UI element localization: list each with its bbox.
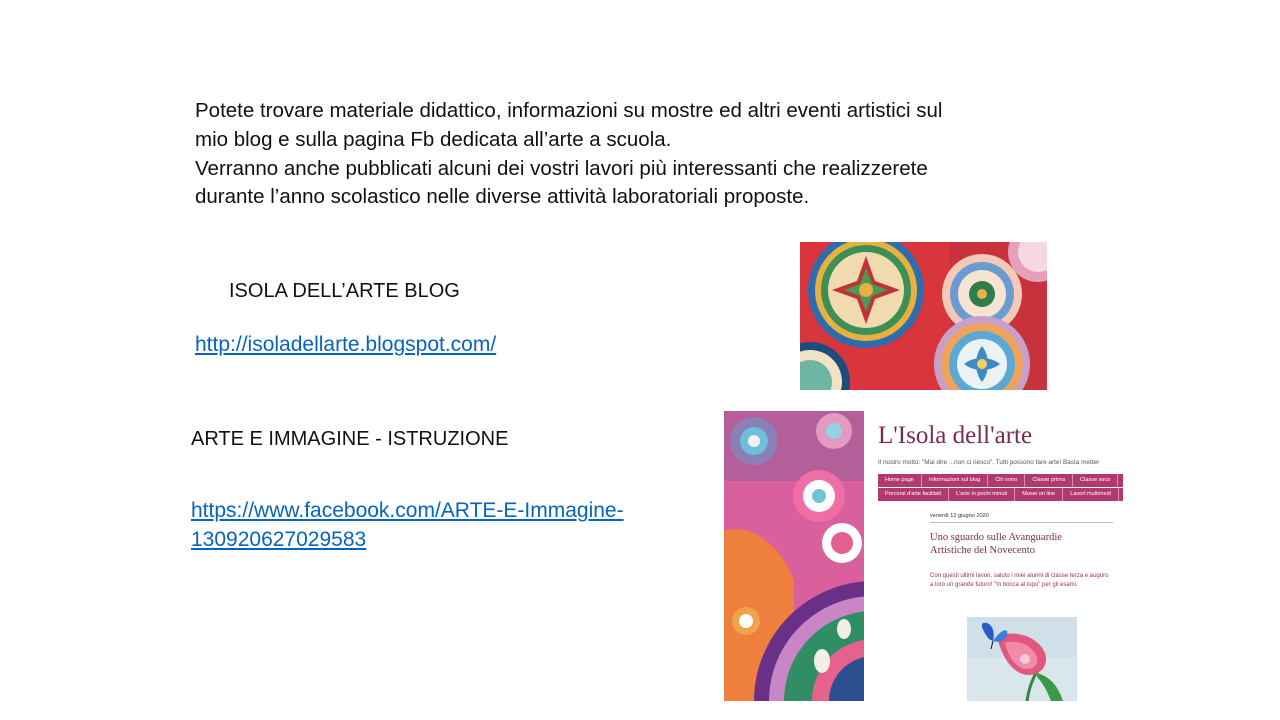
post-text-line: Con questi ultimi lavori, saluto i miei alunni di classe terza e auguro — [930, 573, 1109, 579]
nav-tab-art-paths: Percorsi d'arte facilitati — [878, 488, 949, 501]
intro-line: mio blog e sulla pagina Fb dedicata all’arte a scuola. — [195, 127, 672, 151]
nav-tab-home: Home page — [878, 474, 922, 487]
blog-screenshot-nav — [878, 474, 1123, 502]
facebook-link-line: https://www.facebook.com/ARTE-E-Immagine- — [191, 499, 624, 522]
blog-screenshot-title: L'Isola dell'arte — [878, 422, 1033, 449]
nav-tab-art-minutes: L'arte in pochi minuti — [949, 488, 1015, 501]
facebook-link[interactable] — [191, 496, 671, 554]
intro-line: Verranno anche pubblicati alcuni dei vostri lavori più interessanti che realizzerete — [195, 156, 928, 180]
post-title-line: Uno sguardo sulle Avanguardie — [930, 532, 1062, 543]
facebook-heading: ARTE E IMMAGINE - ISTRUZIONE — [191, 428, 509, 450]
intro-line: Potete trovare materiale didattico, informazioni su mostre ed altri eventi artistici sul — [195, 99, 943, 122]
nav-tab-info: Informazioni sul blog — [922, 474, 988, 487]
painting-photo — [724, 411, 864, 701]
blog-screenshot-nav-row — [878, 474, 1123, 487]
intro-line: durante l’anno scolastico nelle diverse attività laboratoriali proposte. — [195, 185, 810, 209]
flower-butterfly-image — [967, 617, 1077, 701]
intro-paragraph — [195, 97, 1035, 212]
blog-link[interactable]: http://isoladellarte.blogspot.com/ — [195, 333, 497, 356]
mandala-painting-photo — [800, 242, 1047, 390]
blog-screenshot-post-title — [930, 531, 1115, 557]
nav-tab-museums: Musei on line — [1015, 488, 1063, 501]
nav-tab-first-class: Classe prima — [1025, 474, 1073, 487]
facebook-link-line: 130920627029583 — [191, 528, 367, 551]
post-text-line: a loro un grande futuro! "In bocca al lupo" per gli esami. — [930, 581, 1078, 588]
blog-screenshot-post-text — [930, 572, 1120, 589]
blog-screenshot-date: venerdì 12 giugno 2020 — [930, 513, 989, 519]
divider — [930, 522, 1113, 523]
blog-page-screenshot — [864, 411, 1123, 701]
blog-screenshot-nav-row — [878, 488, 1123, 501]
nav-tab-second-class: Classe seco — [1073, 474, 1118, 487]
nav-tab-about: Chi sono — [988, 474, 1025, 487]
blog-screenshot-motto: Il nostro motto: "Mai dire ...non ci riesco". Tutti possono fare arte! Basta metter — [878, 459, 1100, 466]
blog-heading: ISOLA DELL’ARTE BLOG — [229, 280, 460, 302]
nav-tab-multimedia: Lavori multimedi — [1063, 488, 1119, 501]
post-title-line: Artistiche del Novecento — [930, 545, 1035, 556]
